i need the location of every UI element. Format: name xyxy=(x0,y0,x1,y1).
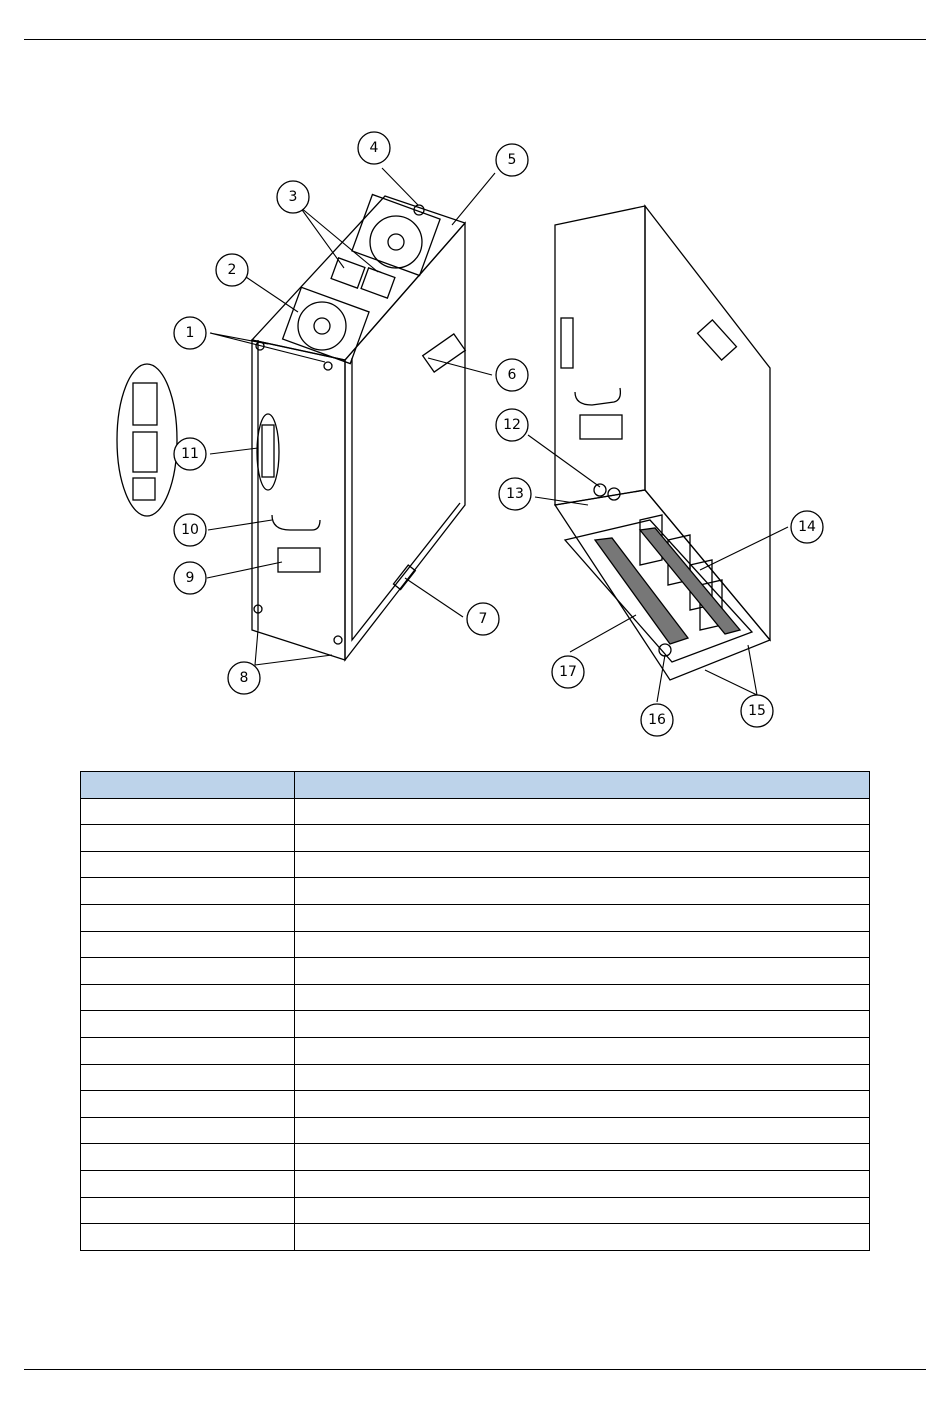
table-cell-number xyxy=(81,1117,295,1144)
table-cell-number xyxy=(81,931,295,958)
table-cell-description xyxy=(295,931,870,958)
table-cell-description xyxy=(295,984,870,1011)
table-cell-description xyxy=(295,798,870,825)
table-cell-description xyxy=(295,1197,870,1224)
table-body xyxy=(81,798,870,1250)
table-row xyxy=(81,1197,870,1224)
module-line-drawing xyxy=(100,125,840,745)
callout-4: 4 xyxy=(369,140,379,156)
table-row xyxy=(81,1011,870,1038)
table-row xyxy=(81,1224,870,1251)
table-cell-number xyxy=(81,825,295,852)
header-cell-number xyxy=(81,772,295,799)
right-unit-nameplate xyxy=(580,415,622,439)
table-row xyxy=(81,931,870,958)
table-cell-number xyxy=(81,1037,295,1064)
callout-1: 1 xyxy=(185,325,195,341)
table-cell-number xyxy=(81,1197,295,1224)
leader-9 xyxy=(207,562,282,578)
table-cell-number xyxy=(81,878,295,905)
leader-15 xyxy=(705,645,757,695)
table-cell-description xyxy=(295,1091,870,1118)
leader-7 xyxy=(405,578,463,617)
connector-detail-zoom xyxy=(117,364,177,516)
table-row xyxy=(81,825,870,852)
table-cell-description xyxy=(295,1064,870,1091)
table-cell-description xyxy=(295,1117,870,1144)
table-row xyxy=(81,1091,870,1118)
table-row xyxy=(81,798,870,825)
header-cell-description xyxy=(295,772,870,799)
callout-2: 2 xyxy=(227,262,237,278)
top-fan-front-icon xyxy=(298,302,346,350)
leader-17 xyxy=(570,615,636,652)
callout-14: 14 xyxy=(798,519,816,535)
table-cell-number xyxy=(81,1224,295,1251)
table-cell-description xyxy=(295,1144,870,1171)
table-row xyxy=(81,1170,870,1197)
right-unit-front-panel xyxy=(555,206,645,505)
table-row xyxy=(81,1144,870,1171)
right-unit-handle xyxy=(575,388,620,405)
front-nameplate xyxy=(278,548,320,572)
table-cell-number xyxy=(81,851,295,878)
callout-12: 12 xyxy=(503,417,521,433)
callout-17: 17 xyxy=(559,664,577,680)
top-fan-rear-icon xyxy=(370,216,422,268)
table-cell-description xyxy=(295,878,870,905)
table-cell-number xyxy=(81,984,295,1011)
table-cell-number xyxy=(81,1144,295,1171)
table-cell-description xyxy=(295,1011,870,1038)
table-row xyxy=(81,1117,870,1144)
table-row xyxy=(81,851,870,878)
right-unit-side-panel xyxy=(645,206,770,640)
callout-6: 6 xyxy=(507,367,517,383)
leader-11 xyxy=(210,448,258,454)
table-cell-number xyxy=(81,798,295,825)
table-cell-number xyxy=(81,958,295,985)
top-fan-front-housing xyxy=(283,287,369,363)
table-cell-description xyxy=(295,1224,870,1251)
table-cell-number xyxy=(81,1064,295,1091)
table-cell-number xyxy=(81,1170,295,1197)
callout-9: 9 xyxy=(185,570,195,586)
callout-5: 5 xyxy=(507,152,517,168)
header-rule xyxy=(24,39,926,40)
table-cell-description xyxy=(295,904,870,931)
callout-8: 8 xyxy=(239,670,249,686)
callout-10: 10 xyxy=(181,522,199,538)
table-row xyxy=(81,1037,870,1064)
callout-7: 7 xyxy=(478,611,488,627)
table-cell-number xyxy=(81,1011,295,1038)
callout-3: 3 xyxy=(288,189,298,205)
table-cell-description xyxy=(295,825,870,852)
leader-5 xyxy=(452,173,495,225)
left-unit-side-panel xyxy=(345,223,465,660)
table-cell-description xyxy=(295,1037,870,1064)
table-cell-description xyxy=(295,851,870,878)
left-unit-front-panel xyxy=(252,340,345,660)
table-cell-number xyxy=(81,1091,295,1118)
leader-6 xyxy=(428,358,492,375)
table-cell-number xyxy=(81,904,295,931)
callout-13: 13 xyxy=(506,486,524,502)
footer-rule xyxy=(24,1369,926,1370)
leader-10 xyxy=(208,520,272,530)
leader-2 xyxy=(240,273,298,312)
table-row xyxy=(81,1064,870,1091)
table-cell-description xyxy=(295,1170,870,1197)
table-row xyxy=(81,904,870,931)
leader-12 xyxy=(528,435,600,487)
front-handle xyxy=(272,515,320,530)
table-row xyxy=(81,878,870,905)
callout-15: 15 xyxy=(748,703,766,719)
callout-11: 11 xyxy=(181,446,199,462)
callout-16: 16 xyxy=(648,712,666,728)
parts-legend-table xyxy=(80,771,870,1251)
top-fan-rear-housing xyxy=(352,194,440,275)
table-header-row xyxy=(81,772,870,799)
table-row xyxy=(81,984,870,1011)
module-exploded-diagram xyxy=(100,125,840,745)
table-row xyxy=(81,958,870,985)
leader-14 xyxy=(700,527,788,570)
table-cell-description xyxy=(295,958,870,985)
